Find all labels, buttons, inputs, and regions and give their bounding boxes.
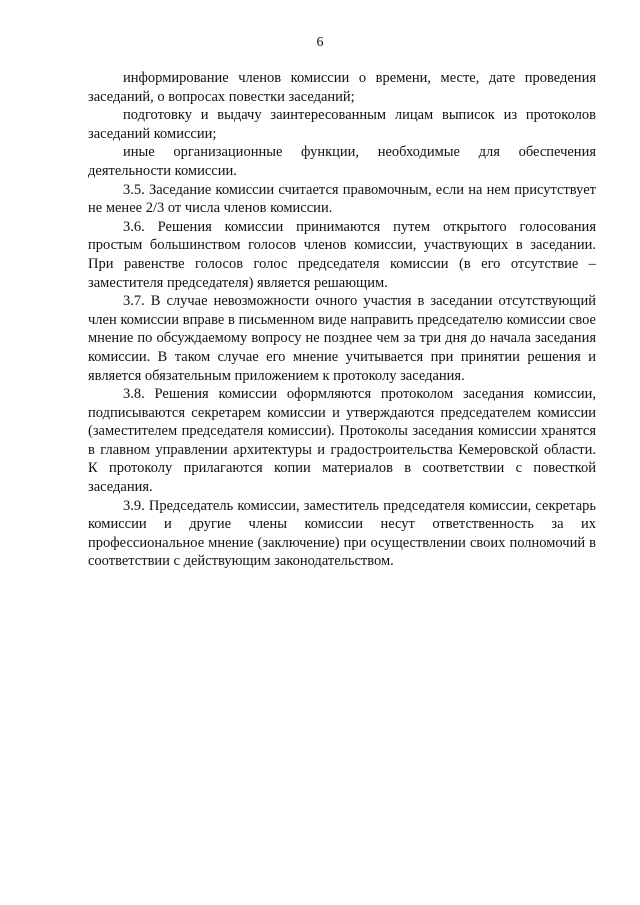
- paragraph-3-7-absent-member: 3.7. В случае невозможности очного участия в заседании отсутствующий член комиссии вправе в письменном виде направить председателю комиссии свое мнение по обсуждаемому вопросу не позднее чем за три дня до начала заседания комиссии. В таком случае его мнение учитывается при принятии решения и является обязательным приложением к протоколу заседания.: [88, 293, 596, 384]
- paragraph-3-8-protocol: 3.8. Решения комиссии оформляются протоколом заседания комиссии, подписываются секретарем комиссии и утверждаются председателем комиссии (заместителем председателя комиссии). Протоколы заседания комиссии хранятся в главном управлении архитектуры и градостроительства Кемеровской области. К протоколу прилагаются копии материалов в соответствии с повесткой заседания.: [88, 386, 596, 496]
- document-body: [88, 69, 596, 571]
- paragraph-informing-members: информирование членов комиссии о времени, месте, дате проведения заседаний, о вопросах повестки заседаний;: [88, 70, 596, 105]
- paragraph-other-functions: иные организационные функции, необходимые для обеспечения деятельности комиссии.: [88, 144, 596, 179]
- paragraph-3-6-voting: 3.6. Решения комиссии принимаются путем открытого голосования простым большинством голосов членов комиссии, участвующих в заседании. При равенстве голосов голос председателя комиссии (в его отсутствие – заместителя председателя) является решающим.: [88, 218, 596, 291]
- paragraph-3-9-responsibility: 3.9. Председатель комиссии, заместитель председателя комиссии, секретарь комиссии и другие члены комиссии несут ответственность за их профессиональное мнение (заключение) при осуществлении своих полномочий в соответствии с действующим законодательством.: [88, 497, 596, 570]
- page-number: 6: [316, 35, 324, 50]
- paragraph-protocol-extracts: подготовку и выдачу заинтересованным лицам выписок из протоколов заседаний комиссии;: [88, 107, 596, 142]
- paragraph-3-5-quorum: 3.5. Заседание комиссии считается правомочным, если на нем присутствует не менее 2/3 от числа членов комиссии.: [88, 181, 596, 217]
